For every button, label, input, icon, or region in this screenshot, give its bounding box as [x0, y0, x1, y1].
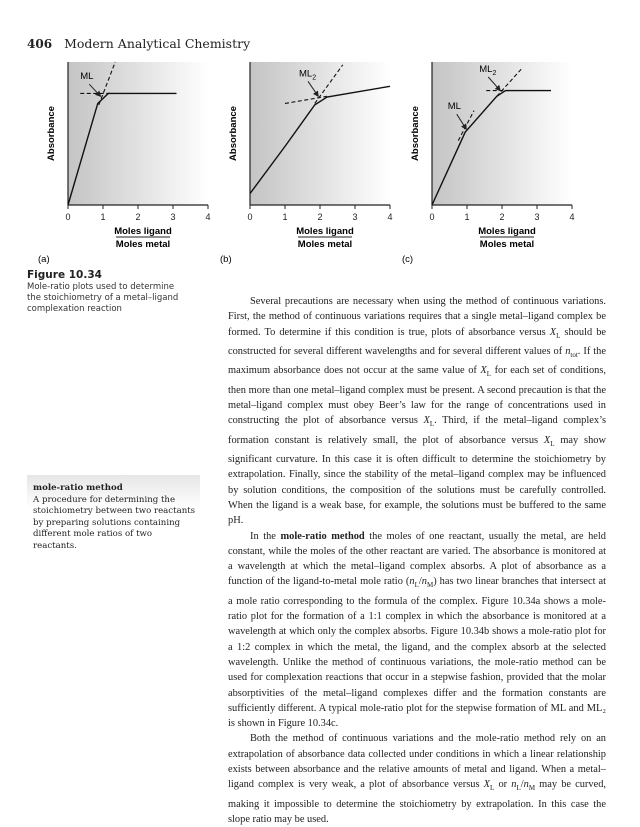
- paragraph: Both the method of continuous variations and the mole-ratio method rely on an extrapolation of absorbance data collected under conditions in which a linear relationship exists between absorbance and the relative amounts of metal and ligand. When a metal–ligand complex is very weak, a plot of absorbance versus $X_L$ or $n_L/n_M$ may be curved, making it impossible to determine the stoichiometry by extrapolation. In this case the slope ratio may be used.: [228, 733, 606, 826]
- plot-background: [250, 62, 390, 205]
- x-tick-label: 4: [387, 212, 393, 222]
- x-tick-label: 2: [499, 212, 505, 222]
- paragraph-text: In the: [250, 530, 281, 542]
- annotation-label: $ML_2$: [299, 68, 317, 82]
- figure-caption-title: Figure 10.34: [27, 269, 102, 281]
- annotation-subscript: 2: [312, 74, 317, 82]
- x-tick-label: 0: [429, 212, 435, 222]
- page-number: 406: [27, 37, 53, 51]
- y-axis-label: Absorbance: [228, 106, 239, 161]
- panel-label: (a): [38, 254, 50, 265]
- x-tick-label: 0: [247, 212, 253, 222]
- paragraph: [228, 529, 606, 732]
- x-tick-label: 4: [205, 212, 211, 222]
- x-axis-label-denominator: Moles metal: [297, 239, 353, 250]
- x-axis-label-denominator: Moles metal: [479, 239, 535, 250]
- x-tick-label: 2: [135, 212, 141, 222]
- margin-glossary-note: [27, 475, 200, 559]
- x-tick-label: 2: [317, 212, 323, 222]
- key-term: mole-ratio method: [280, 530, 365, 542]
- x-tick-label: 1: [282, 212, 288, 222]
- x-axis-label-numerator: Moles ligand: [114, 226, 172, 237]
- body-text: [228, 294, 606, 827]
- panel-label: (c): [402, 254, 414, 265]
- x-tick-label: 1: [100, 212, 106, 222]
- plot-background: [432, 62, 572, 205]
- x-axis-label-numerator: Moles ligand: [296, 226, 354, 237]
- annotation-label: ML: [447, 101, 461, 113]
- mole-ratio-plot: [402, 44, 592, 265]
- y-axis-label: Absorbance: [46, 106, 57, 161]
- x-tick-label: 1: [464, 212, 470, 222]
- mole-ratio-plot: [220, 44, 410, 265]
- y-axis-label: Absorbance: [410, 106, 421, 161]
- x-tick-label: 3: [534, 212, 540, 222]
- annotation-subscript: 2: [492, 70, 497, 78]
- annotation-label: ML: [80, 71, 94, 83]
- glossary-definition: A procedure for determining the stoichiometry between two reactants by preparing solutions containing different mole ratios of two reactants.: [33, 494, 196, 551]
- paragraph-text: the moles of one reactant, usually the metal, are held constant, while the moles of the other reactant are varied. The absorbance is monitored at a wavelength at which the metal–ligand complex absorbs. A plot of absorbance as a function of the ligand-to-metal mole ratio $(n_L/n_M)$ has two linear branches that intersect at a mole ratio corresponding to the formula of the complex. Figure 10.34a shows a mole-ratio plot for the formation of a 1:1 complex in which the absorbance is monitored at a wavelength at which only the complex absorbs. Figure 10.34b shows a mole-ratio plot for a 1:2 complex in which the metal, the ligand, and the complex absorb at the selected wavelength. Unlike the method of continuous variations, the mole-ratio method can be used for complexation reactions that occur in a stepwise fashion, provided that the molar absorptivities of the metal–ligand complexes differ and the formation constants are sufficiently different. A typical mole-ratio plot for the stepwise formation of ML and ML₂ is shown in Figure 10.34c.: [228, 530, 607, 730]
- paragraph: Several precautions are necessary when using the method of continuous variations. First, the method of continuous variations requires that a single metal–ligand complex be formed. To determine if this condition is true, plots of absorbance versus $X_L$ should be constructed for several different wavelengths and for several different values of $n_{tot}$. If the maximum absorbance does not occur at the same value of $X_L$ for each set of conditions, then more than one metal–ligand complex must be present. A second precaution is that the metal–ligand complex must obey Beer’s law for the range of concentrations used in constructing the plot of absorbance versus $X_L$. Third, if the metal–ligand complex’s formation constant is relatively small, the plot of absorbance versus $X_L$ may show significant curvature. In this case it is often difficult to determine the stoichiometry by extrapolation. Finally, since the stability of the metal–ligand complex may be influenced by solution conditions, the composition of the solutions must be carefully controlled. When the ligand is a weak base, for example, the solutions must be buffered to the same pH.: [228, 296, 607, 527]
- x-tick-label: 0: [65, 212, 71, 222]
- panel-label: (b): [220, 254, 232, 265]
- book-title: Modern Analytical Chemistry: [64, 36, 251, 51]
- annotation-label: $ML_2$: [479, 64, 497, 78]
- figure-caption: [27, 268, 187, 315]
- figure-caption-text: Mole-ratio plots used to determine the stoichiometry of a metal–ligand complexation reaction: [27, 282, 179, 314]
- x-axis-label-denominator: Moles metal: [115, 239, 171, 250]
- x-axis-label-numerator: Moles ligand: [478, 226, 536, 237]
- x-tick-label: 3: [170, 212, 176, 222]
- x-tick-label: 4: [569, 212, 575, 222]
- x-tick-label: 3: [352, 212, 358, 222]
- mole-ratio-plot: [38, 44, 228, 265]
- glossary-term: mole-ratio method: [33, 483, 123, 493]
